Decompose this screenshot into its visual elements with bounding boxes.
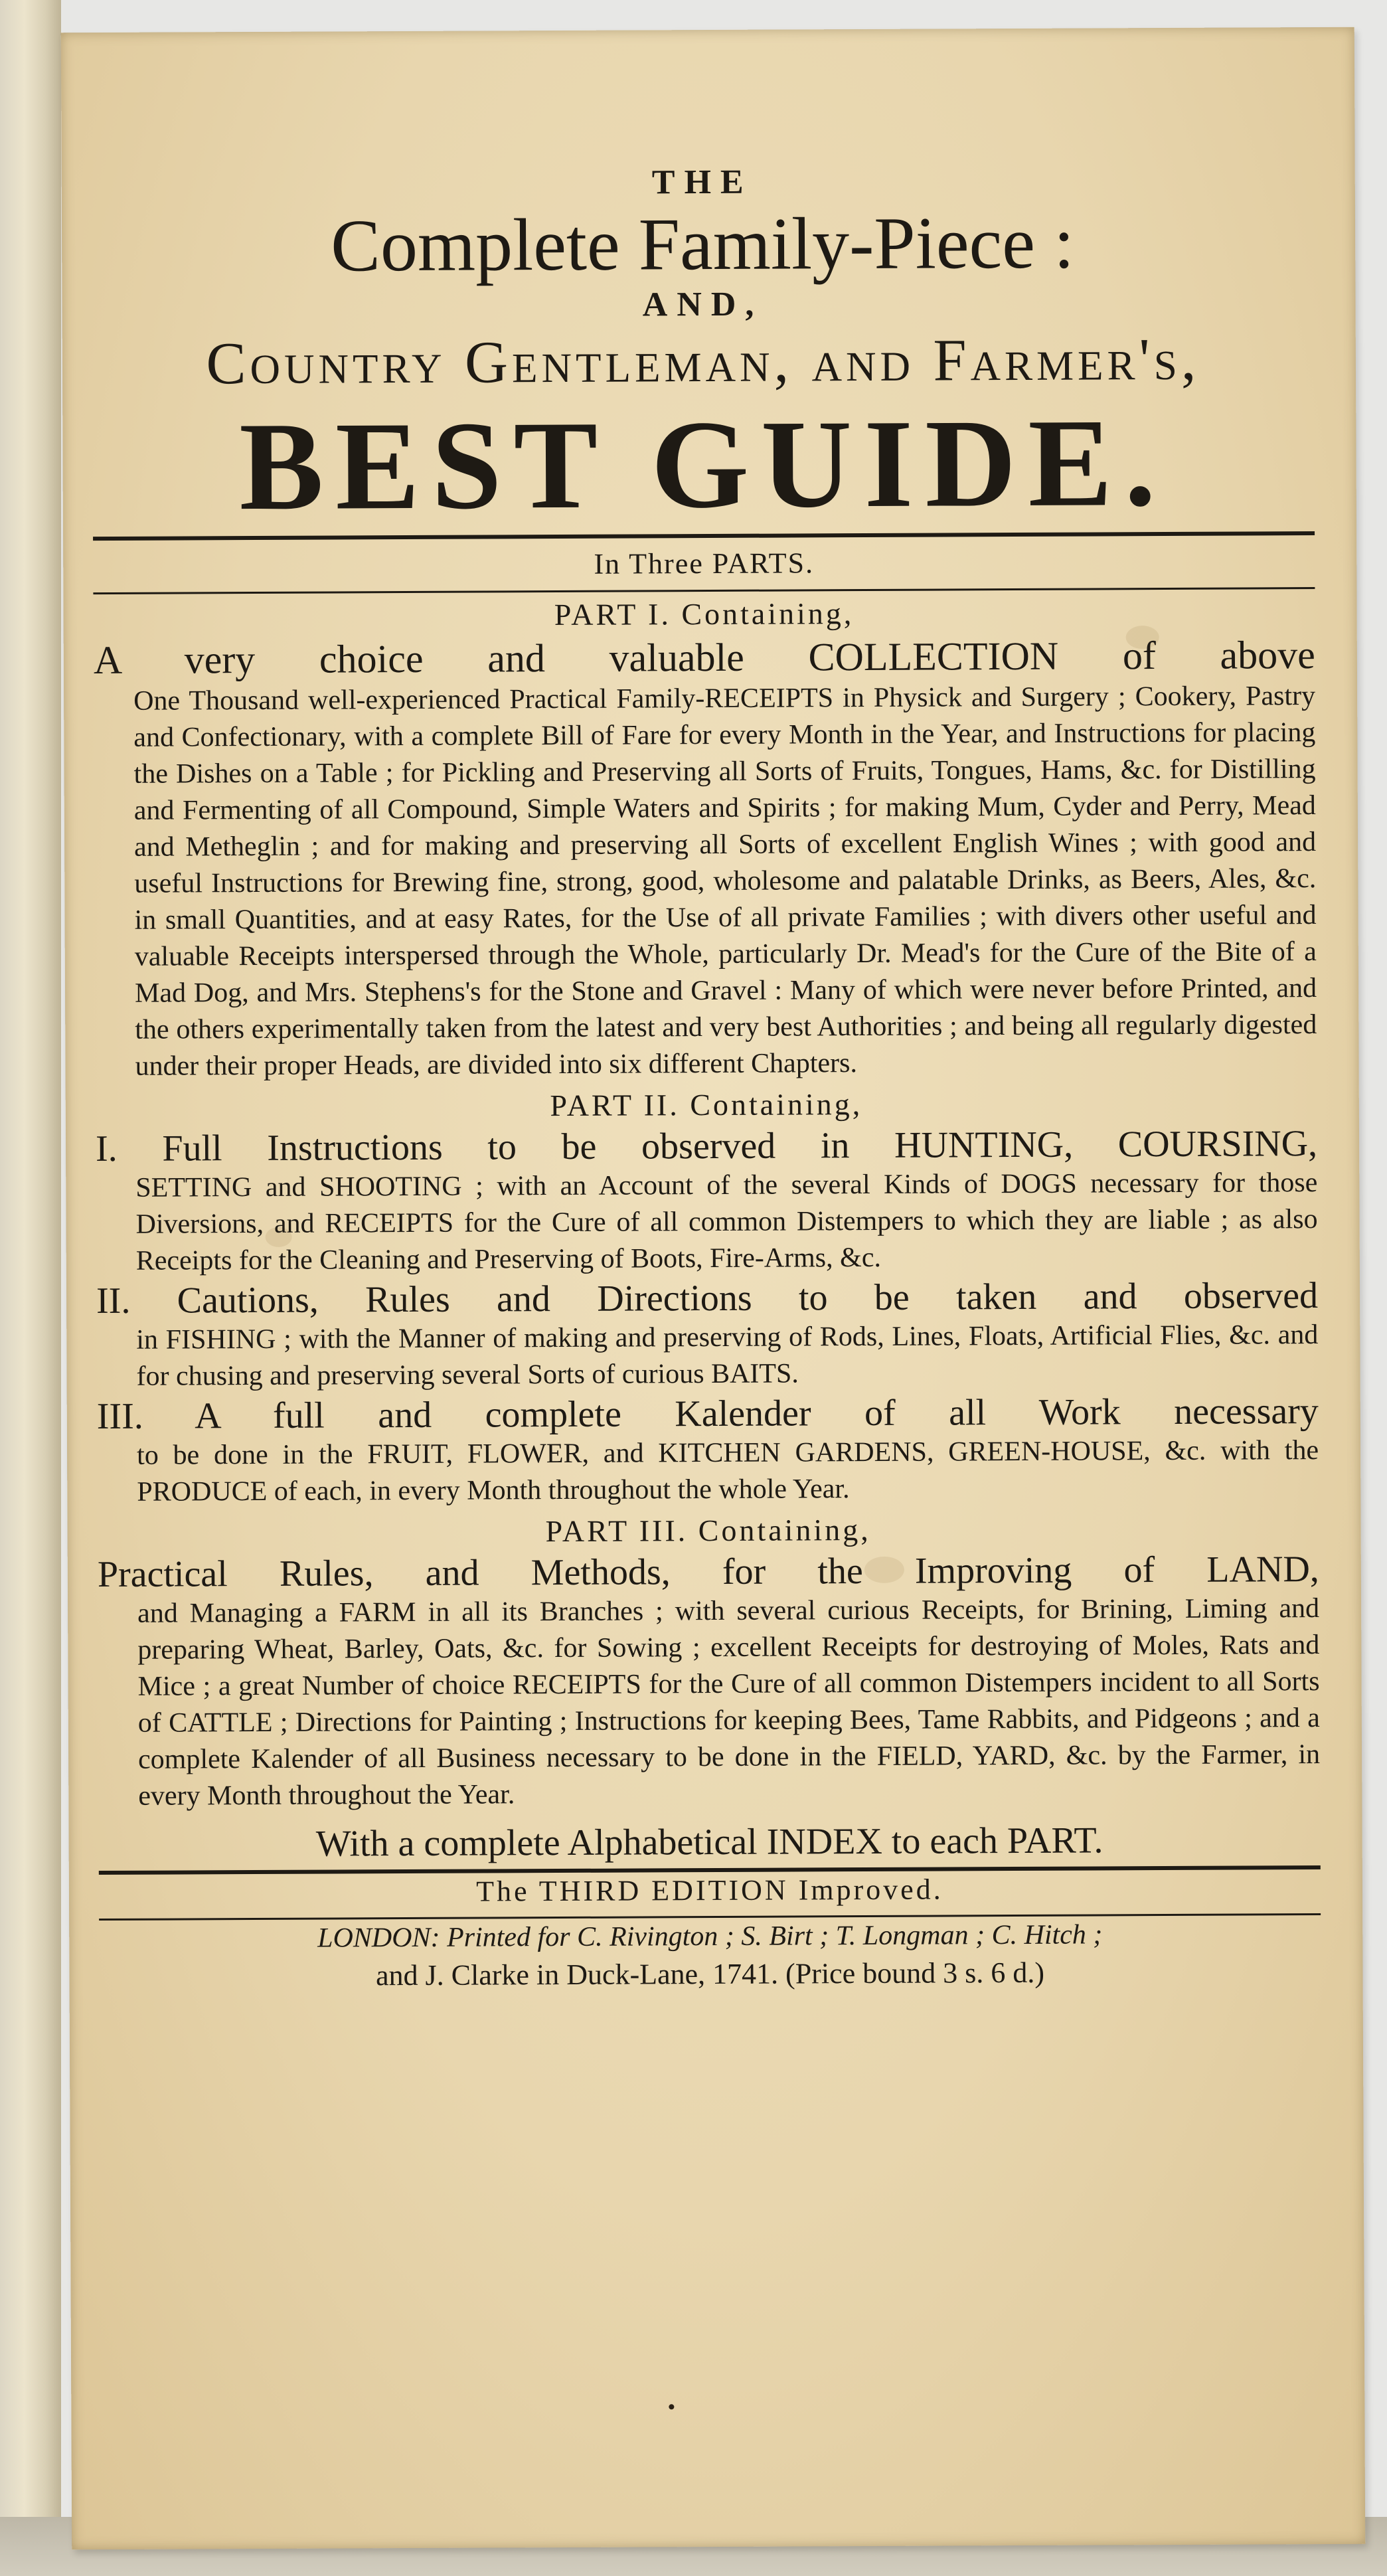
part-two-heading: PART II. Containing, (550, 1087, 863, 1123)
part-three-heading: PART III. Containing, (545, 1512, 871, 1549)
part-three-intro: Practical Rules, and Methods, for the Improving of LAND, (97, 1549, 1319, 1596)
title-country-text: Country Gentleman, and Farmer's, (206, 326, 1200, 397)
part-two (96, 1082, 1319, 1511)
title-the: THE (651, 163, 753, 202)
part-two-item-two-text: in FISHING ; with the Manner of making and preserving of Rods, Lines, Floats, Artificial Flies, &c. and for chusing and preserving several Sorts of curious BAITS. (136, 1320, 1319, 1392)
parts-line: In Three PARTS. (594, 547, 815, 580)
part-one-text: One Thousand well-experienced Practical Family-RECEIPTS in Physick and Surgery ; Cookery, Pastry and Confectionary, with a complete Bill of Fare for every Month in the Year, and Instructions for placing the Dishes on a Table ; for Pickling and Preserving all Sorts of Fruits, Tongues, Hams, &c. for Distilling and Fermenting of all Compound, Simple Waters and Spirits ; for making Mum, Cyder and Perry, Mead and Metheglin ; and for making and preserving all Sorts of excellent English Wines ; with good and useful Instructions for Brewing fine, strong, good, wholesome and palatable Drinks, as Beers, Ales, &c. in small Quantities, and at easy Rates, for the Use of all private Families ; with divers other useful and valuable Receipts interspersed through the Whole, particularly Dr. Mead's for the Cure of the Bite of a Mad Dog, and Mrs. Stephens's for the Stone and Gravel : Many of which were never before Printed, and the others experimentally taken from the latest and very best Authorities ; and being all regularly digested under their proper Heads, are divided into six different Chapters. (133, 681, 1317, 1082)
imprint-line-two: and J. Clarke in Duck-Lane, 1741. (Price bound 3 s. 6 d.) (375, 1956, 1045, 1992)
part-two-item-three-head: III. A full and complete Kalender of all Work necessary (96, 1391, 1319, 1438)
index-line: With a complete Alphabetical INDEX to each PART. (315, 1820, 1103, 1865)
part-three (97, 1508, 1320, 1815)
imprint-line-one: LONDON: Printed for C. Rivington ; S. Birt ; T. Longman ; C. Hitch ; (317, 1919, 1103, 1954)
part-one (93, 592, 1317, 1085)
edition-line: The THIRD EDITION Improved. (476, 1873, 943, 1908)
page-mark-dot (669, 2404, 674, 2409)
title-country-line (92, 323, 1314, 401)
part-one-heading: PART I. Containing, (554, 596, 855, 632)
title-best-guide: BEST GUIDE. (238, 393, 1169, 537)
title-page (61, 27, 1366, 2549)
part-three-text: and Managing a FARM in all its Branches ; with several curious Receipts, for Brining, Liming and preparing Wheat, Barley, Oats, &c. for Sowing ; excellent Receipts for destroying of Moles, Rats and Mice ; a great Number of choice RECEIPTS for the Cure of all common Distempers incident to all Sorts of CATTLE ; Directions for Painting ; Instructions for keeping Bees, Tame Rabbits, and Pidgeons ; and a complete Kalender of all Business necessary to be done in the FIELD, YARD, &c. by the Farmer, in every Month throughout the Year. (137, 1593, 1321, 1812)
part-two-item-three-text: to be done in the FRUIT, FLOWER, and KITCHEN GARDENS, GREEN-HOUSE, &c. with the PRODUCE of each, in every Month throughout the whole Year. (136, 1435, 1319, 1507)
part-one-intro: A very choice and valuable COLLECTION of above (93, 633, 1315, 683)
title-and: AND, (642, 285, 764, 324)
title-main: Complete Family-Piece : (330, 201, 1075, 288)
book-spine-edge (0, 0, 61, 2576)
part-two-item-one-head: I. Full Instructions to be observed in HUNTING, COURSING, (95, 1123, 1318, 1170)
title-page-text (92, 160, 1321, 1996)
part-two-item-two-head: II. Cautions, Rules and Directions to be taken and observed (96, 1275, 1319, 1322)
part-two-item-one-text: SETTING and SHOOTING ; with an Account of the several Kinds of DOGS necessary for those Diversions, and RECEIPTS for the Cure of all common Distempers to which they are liable ; as also Receipts for the Cleaning and Preserving of Boots, Fire-Arms, &c. (135, 1167, 1318, 1276)
